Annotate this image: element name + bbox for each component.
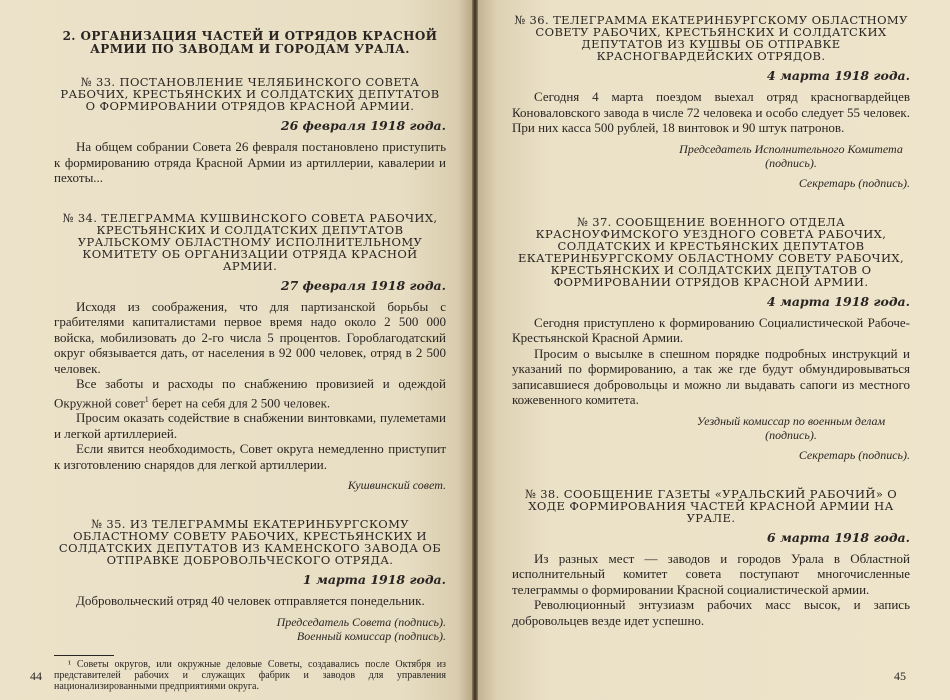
doc38-heading: № 38. СООБЩЕНИЕ ГАЗЕТЫ «УРАЛЬСКИЙ РАБОЧИЙ» О ХОДЕ ФОРМИРОВАНИЯ ЧАСТЕЙ КРАСНОЙ АРМИИ НА УРАЛЕ. xyxy=(524,486,898,525)
doc33-paragraph: На общем собрании Совета 26 февраля постановлено приступить к формированию отряда Красной Армии из артиллерии, кавалерии и пехоты... xyxy=(54,139,446,185)
doc34-paragraph-1: Исходя из соображения, что для партизанской борьбы с грабителями капиталистами первое время надо около 2 500 000 войска, мобилизовать до 2-го числа 5 процентов. Гороблагодатский округ обязывается дать, от населения в 92 000 человек, отряд в 2 500 человек. xyxy=(54,298,446,376)
left-page xyxy=(0,0,472,700)
doc37-signature-secretary: Секретарь (подпись). xyxy=(798,447,910,462)
doc37-paragraph-2: Просим о высылке в спешном порядке подробных инструкций и указаний по формированию, а так же где будут обмундировываться записавшиеся добровольцы и можно ли выдавать сапоги из местного кожевенного комитета. xyxy=(512,345,910,407)
doc37-paragraph-1: Сегодня приступлено к формированию Социалистической Рабоче-Крестьянской Красной Армии. xyxy=(512,314,910,345)
doc37-heading: № 37. СООБЩЕНИЕ ВОЕННОГО ОТДЕЛА КРАСНОУФИМСКОГО УЕЗДНОГО СОВЕТА РАБОЧИХ, СОЛДАТСКИХ И КРЕСТЬЯНСКИХ ДЕПУТАТОВ ЕКАТЕРИНБУРГСКОМУ ОБЛАСТНОМУ СОВЕТУ РАБОЧИХ, КРЕСТЬЯНСКИХ И СОЛДАТСКИХ ДЕПУТАТОВ О ФОРМИРОВАНИИ ОТРЯДОВ КРАСНОЙ АРМИИ. xyxy=(517,214,905,289)
doc37-signature-commissar: Уездный комиссар по военным делам (подпись). xyxy=(696,413,886,442)
doc36-signature-chairman: Председатель Исполнительного Комитета (подпись). xyxy=(679,141,903,170)
doc34-heading: № 34. ТЕЛЕГРАММА КУШВИНСКОГО СОВЕТА РАБОЧИХ, КРЕСТЬЯНСКИХ И СОЛДАТСКИХ ДЕПУТАТОВ УРАЛЬСКОМУ ОБЛАСТНОМУ ИСПОЛНИТЕЛЬНОМУ КОМИТЕТУ ОБ ОРГАНИЗАЦИИ ОТРЯДА КРАСНОЙ АРМИИ. xyxy=(62,210,438,273)
doc35-date: 1 марта 1918 года. xyxy=(302,572,446,588)
doc38-date: 6 марта 1918 года. xyxy=(766,529,910,545)
doc35-paragraph: Добровольческий отряд 40 человек отправляется понедельник. xyxy=(76,593,425,609)
doc34-p2-start: Все заботы и расходы по снабжению провизией и одеждой Окружной совет xyxy=(54,376,446,410)
doc36-heading: № 36. ТЕЛЕГРАММА ЕКАТЕРИНБУРГСКОМУ ОБЛАСТНОМУ СОВЕТУ РАБОЧИХ, КРЕСТЬЯНСКИХ И СОЛДАТСКИХ ДЕПУТАТОВ ИЗ КУШВЫ ОБ ОТПРАВКЕ КРАСНОГВАРДЕЙСКИХ ОТРЯДОВ. xyxy=(514,13,908,63)
document-35 xyxy=(54,518,446,643)
doc35-signature-chairman: Председатель Совета (подпись). xyxy=(276,614,446,629)
page-number-left: 44 xyxy=(30,669,42,683)
footnote-marker: 1 xyxy=(144,394,149,404)
doc34-date: 27 февраля 1918 года. xyxy=(280,277,446,293)
doc36-paragraph: Сегодня 4 марта поездом выехал отряд красногвардейцев Коноваловского завода в числе 72 человека и особо следует 55 человек. При них касса 500 рублей, 18 винтовок и 90 штук патронов. xyxy=(512,89,910,135)
doc37-date: 4 марта 1918 года. xyxy=(766,293,910,309)
doc33-heading: № 33. ПОСТАНОВЛЕНИЕ ЧЕЛЯБИНСКОГО СОВЕТА РАБОЧИХ, КРЕСТЬЯНСКИХ И СОЛДАТСКИХ ДЕПУТАТОВ О ФОРМИРОВАНИИ ОТРЯДОВ КРАСНОЙ АРМИИ. xyxy=(60,75,440,113)
page-number-right: 45 xyxy=(894,669,906,683)
document-36 xyxy=(512,14,910,190)
doc36-date: 4 марта 1918 года. xyxy=(766,68,910,83)
document-38 xyxy=(512,488,910,629)
doc34-p2-end: берет на себя для 2 500 человек. xyxy=(148,394,331,410)
doc35-heading: № 35. ИЗ ТЕЛЕГРАММЫ ЕКАТЕРИНБУРГСКОМУ ОБЛАСТНОМУ СОВЕТУ РАБОЧИХ, КРЕСТЬЯНСКИХ И СОЛДАТСКИХ ДЕПУТАТОВ ИЗ КАМЕНСКОГО ЗАВОДА ОБ ОТПРАВКЕ ДОБРОВОЛЬЧЕСКОГО ОТРЯДА. xyxy=(58,517,442,568)
doc34-paragraph-3: Просим оказать содействие в снабжении винтовками, пулеметами и легкой артиллерией. xyxy=(54,410,446,441)
doc34-signature: Кушвинский совет. xyxy=(347,478,446,493)
footnote-divider xyxy=(54,655,114,656)
right-page xyxy=(478,0,950,700)
document-33 xyxy=(54,76,446,186)
doc34-paragraph-2 xyxy=(54,376,446,410)
section-heading: 2. ОРГАНИЗАЦИЯ ЧАСТЕЙ И ОТРЯДОВ КРАСНОЙ АРМИИ ПО ЗАВОДАМ И ГОРОДАМ УРАЛА. xyxy=(62,29,438,56)
doc34-paragraph-4: Если явится необходимость, Совет округа немедленно приступит к изготовлению снарядов для легкой артиллерии. xyxy=(54,441,446,472)
doc36-signature-secretary: Секретарь (подпись). xyxy=(798,175,910,190)
doc38-paragraph-2: Революционный энтузиазм рабочих масс высок, и запись добровольцев везде идет успешно. xyxy=(512,597,910,628)
doc38-paragraph-1: Из разных мест — заводов и городов Урала в Областной исполнительный комитет совета поступают многочисленные телеграммы о формировании Красной социалистической армии. xyxy=(512,550,910,597)
doc33-date: 26 февраля 1918 года. xyxy=(280,118,446,133)
footnote: ¹ Советы округов, или окружные деловые Советы, создавались после Октября из представителей рабочих и служащих фабрик и заводов для управления национализированными предприятиями округа. xyxy=(54,658,446,692)
document-34 xyxy=(54,212,446,493)
document-37 xyxy=(512,216,910,462)
doc35-signature-commissar: Военный комиссар (подпись). xyxy=(296,628,446,643)
